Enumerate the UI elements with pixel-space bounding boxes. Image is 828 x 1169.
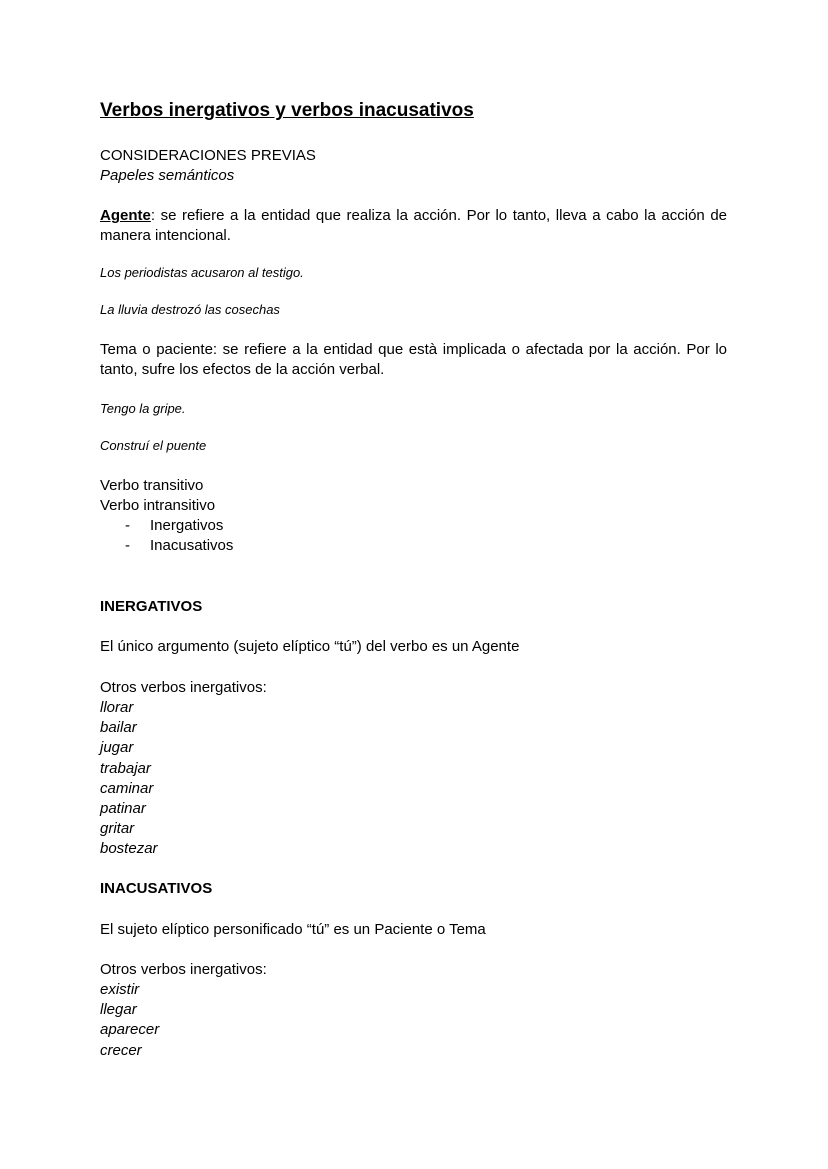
agent-example-2: La lluvia destrozó las cosechas (100, 302, 280, 317)
bullet-dash: - (125, 537, 130, 554)
inacusativos-description: El sujeto elíptico personificado “tú” es un Paciente o Tema (100, 921, 486, 938)
agent-definition: : se refiere a la entidad que realiza la acción. Por lo tanto, lleva a cabo la acción de manera intencional. (100, 207, 727, 244)
inergativos-description: El único argumento (sujeto elíptico “tú”) del verbo es un Agente (100, 638, 520, 655)
verb-transitive: Verbo transitivo (100, 477, 204, 494)
subtype-inergativos: Inergativos (150, 517, 224, 534)
inacusativos-verb-list (100, 980, 159, 1061)
inergativos-verb-list (100, 698, 158, 860)
list-item: existir (100, 981, 140, 998)
list-item: trabajar (100, 759, 151, 777)
agent-example-1: Los periodistas acusaron al testigo. (100, 265, 304, 280)
theme-paragraph: Tema o paciente: se refiere a la entidad que està implicada o afectada por la acción. Por lo tanto, sufre los efectos de la acción verbal. (100, 341, 727, 378)
agent-label: Agente (100, 207, 151, 224)
list-item: bostezar (100, 840, 158, 858)
inacusativos-heading: INACUSATIVOS (100, 880, 213, 897)
inergativos-list-label: Otros verbos inergativos: (100, 679, 267, 696)
considerations-subheading: Papeles semánticos (100, 167, 235, 184)
agent-paragraph (100, 206, 727, 246)
list-item: jugar (100, 739, 134, 757)
bullet-dash: - (125, 517, 130, 534)
list-item: patinar (100, 800, 146, 818)
list-item: llegar (100, 1001, 137, 1019)
page-title: Verbos inergativos y verbos inacusativos (100, 100, 474, 121)
considerations-heading: CONSIDERACIONES PREVIAS (100, 147, 316, 164)
list-item: caminar (100, 779, 154, 797)
list-item: aparecer (100, 1021, 160, 1039)
list-item: llorar (100, 699, 134, 716)
inergativos-heading: INERGATIVOS (100, 598, 203, 615)
verb-intransitive: Verbo intransitivo (100, 497, 216, 514)
inacusativos-list-label: Otros verbos inergativos: (100, 961, 267, 978)
list-item: gritar (100, 820, 135, 838)
theme-example-2: Construí el puente (100, 438, 207, 453)
list-item: crecer (100, 1041, 142, 1059)
list-item: bailar (100, 719, 137, 737)
theme-example-1: Tengo la gripe. (100, 401, 186, 416)
subtype-inacusativos: Inacusativos (150, 537, 234, 554)
